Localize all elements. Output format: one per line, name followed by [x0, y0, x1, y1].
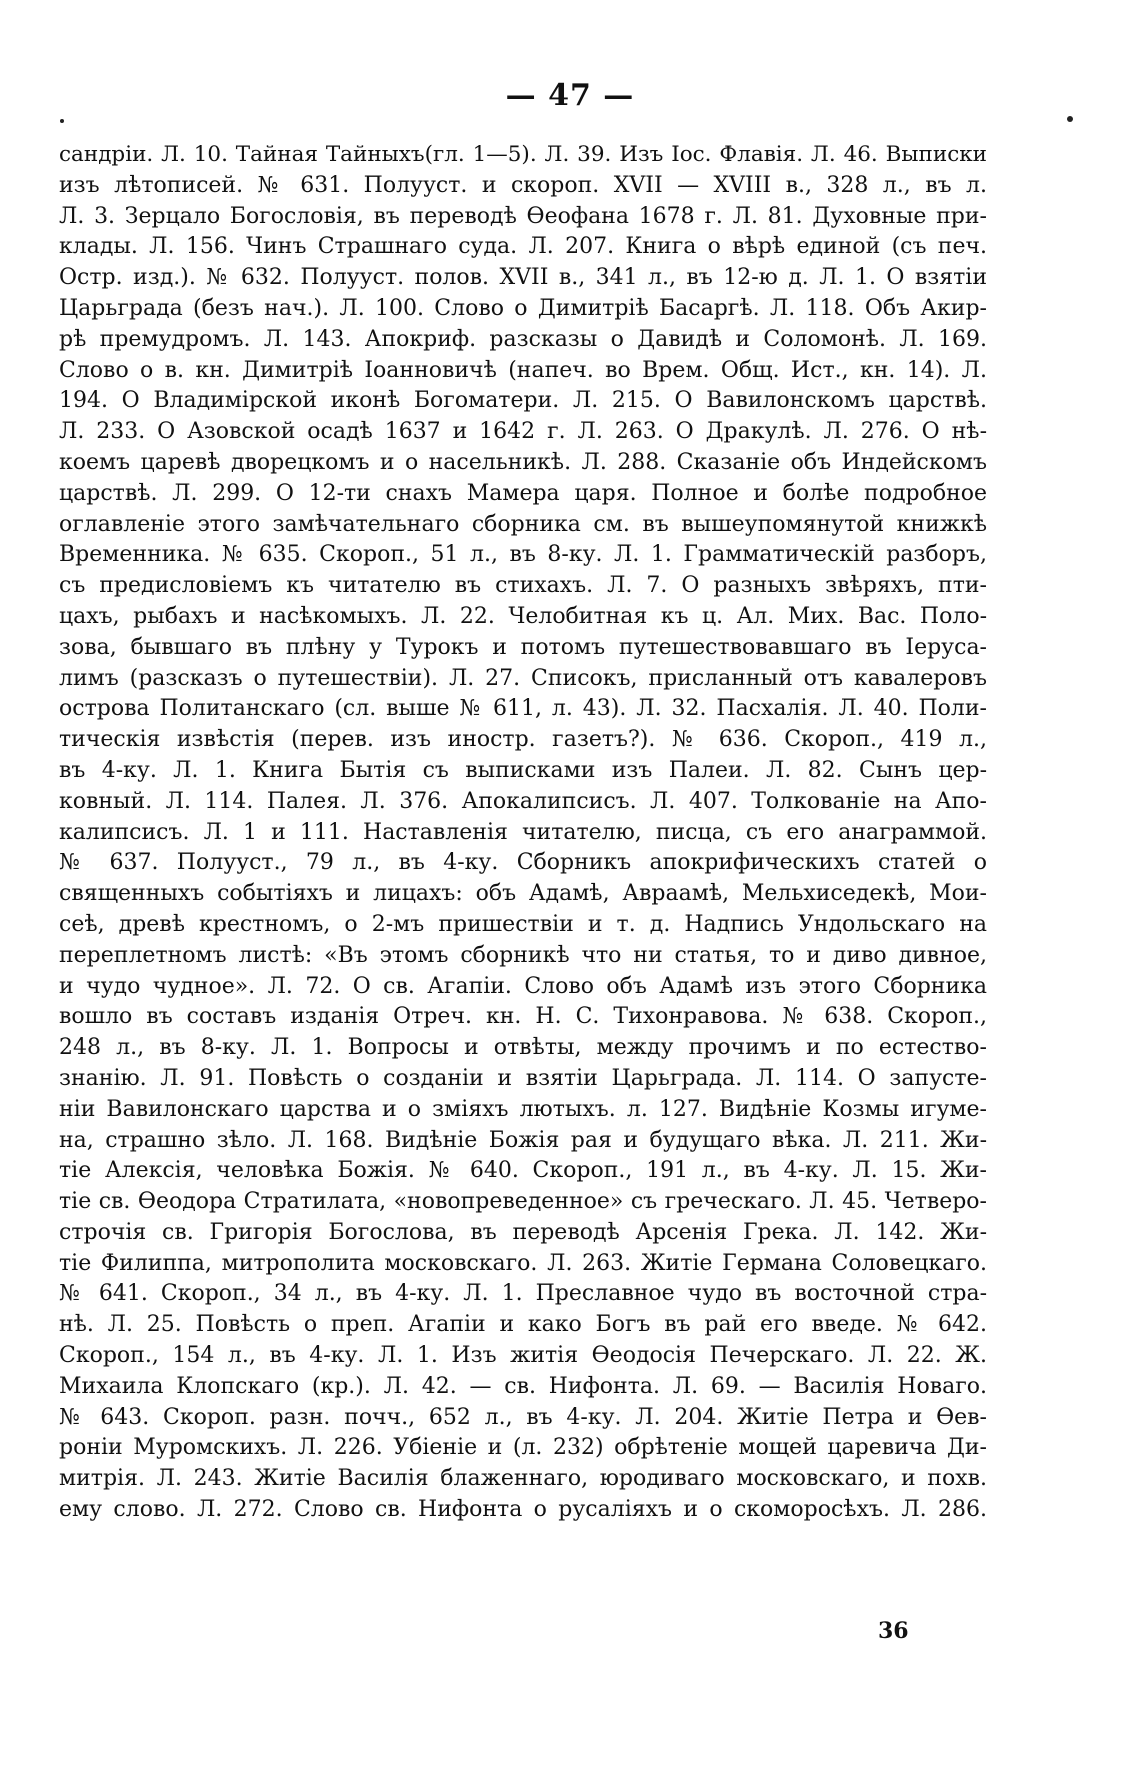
text-line: Л. 233. О Азовской осадѣ 1637 и 1642 г. Л. 263. О Дракулѣ. Л. 276. О нѣ- — [59, 419, 987, 445]
text-line: съ предисловіемъ къ читателю въ стихахъ. Л. 7. О разныхъ звѣряхъ, пти- — [59, 573, 987, 599]
text-line: ковный. Л. 114. Палея. Л. 376. Апокалипсисъ. Л. 407. Толкованіе на Апо- — [59, 788, 987, 814]
text-line: строчія св. Григорія Богослова, въ переводѣ Арсенія Грека. Л. 142. Жи- — [59, 1219, 987, 1245]
text-line: изъ лѣтописей. № 631. Полууст. и скороп. XVII — XVIII в., 328 л., въ л. — [59, 172, 987, 198]
text-line: на, страшно зѣло. Л. 168. Видѣніе Божія рая и будущаго вѣка. Л. 211. Жи- — [59, 1127, 987, 1153]
text-line: и чудо чудное». Л. 72. О св. Агапіи. Слово объ Адамѣ изъ этого Сборника — [59, 973, 987, 999]
text-line: тіе Алексія, человѣка Божія. № 640. Скороп., 191 л., въ 4-ку. Л. 15. Жи- — [59, 1158, 987, 1184]
page-number: — 47 — — [505, 78, 635, 113]
text-line: 248 л., въ 8-ку. Л. 1. Вопросы и отвѣты, между прочимъ и по естество- — [59, 1035, 987, 1061]
text-line: сеѣ, древѣ крестномъ, о 2-мъ пришествіи и т. д. Надпись Ундольскаго на — [59, 911, 987, 937]
text-line: ніи Вавилонскаго царства и о зміяхъ лютыхъ. л. 127. Видѣніе Козмы игуме- — [59, 1096, 987, 1122]
signature-mark: 36 — [878, 1618, 909, 1644]
text-line: Михаила Клопскаго (кр.). Л. 42. — св. Нифонта. Л. 69. — Василія Новаго. — [59, 1373, 987, 1399]
text-line: тическія извѣстія (перев. изъ иностр. газетъ?). № 636. Скороп., 419 л., — [59, 727, 987, 753]
text-line: Скороп., 154 л., въ 4-ку. Л. 1. Изъ житія Ѳеодосія Печерскаго. Л. 22. Ж. — [59, 1343, 987, 1369]
text-line: знанію. Л. 91. Повѣсть о созданіи и взятіи Царьграда. Л. 114. О запусте- — [59, 1065, 987, 1091]
text-line: калипсисъ. Л. 1 и 111. Наставленія читателю, писца, съ его анаграммой. — [59, 819, 987, 845]
text-line: № 643. Скороп. разн. почч., 652 л., въ 4-ку. Л. 204. Житіе Петра и Ѳев- — [59, 1404, 987, 1430]
body-text — [59, 140, 987, 1526]
text-line: острова Политанскаго (сл. выше № 611, л. 43). Л. 32. Пасхалія. Л. 40. Поли- — [59, 696, 987, 722]
text-line: вошло въ составъ изданія Отреч. кн. Н. С. Тихонравова. № 638. Скороп., — [59, 1004, 987, 1030]
text-line: сандріи. Л. 10. Тайная Тайныхъ(гл. 1—5). Л. 39. Изъ Іос. Флавія. Л. 46. Выписки — [59, 142, 987, 167]
text-line: тіе Филиппа, митрополита московскаго. Л. 263. Житіе Германа Соловецкаго. — [59, 1250, 987, 1276]
text-line: тіе св. Ѳеодора Стратилата, «новопреведенное» съ греческаго. Л. 45. Четверо- — [59, 1189, 987, 1215]
text-line: въ 4-ку. Л. 1. Книга Бытія съ выписками изъ Палеи. Л. 82. Сынъ цер- — [59, 757, 987, 783]
text-line: переплетномъ листѣ: «Въ этомъ сборникѣ что ни статья, то и диво дивное, — [59, 942, 987, 968]
text-line: Остр. изд.). № 632. Полууст. полов. XVII в., 341 л., въ 12-ю д. Л. 1. О взятіи — [59, 265, 987, 291]
text-line: № 641. Скороп., 34 л., въ 4-ку. Л. 1. Преславное чудо въ восточной стра- — [59, 1281, 987, 1307]
text-line: клады. Л. 156. Чинъ Страшнаго суда. Л. 207. Книга о вѣрѣ единой (съ печ. — [59, 234, 987, 260]
text-line: Временника. № 635. Скороп., 51 л., въ 8-ку. Л. 1. Грамматическій разборъ, — [59, 542, 987, 568]
text-line: Слово о в. кн. Димитріѣ Іоанновичѣ (напеч. во Врем. Общ. Ист., кн. 14). Л. — [59, 357, 987, 383]
text-line: цахъ, рыбахъ и насѣкомыхъ. Л. 22. Челобитная къ ц. Ал. Мих. Вас. Поло- — [59, 603, 987, 629]
text-line: 194. О Владимірской иконѣ Богоматери. Л. 215. О Вавилонскомъ царствѣ. — [59, 388, 987, 414]
text-line: ему слово. Л. 272. Слово св. Нифонта о русаліяхъ и о скоморосѣхъ. Л. 286. — [59, 1497, 987, 1523]
text-line: рѣ премудромъ. Л. 143. Апокриф. разсказы о Давидѣ и Соломонѣ. Л. 169. — [59, 326, 987, 352]
text-line: роніи Муромскихъ. Л. 226. Убіеніе и (л. 232) обрѣтеніе мощей царевича Ди- — [59, 1435, 987, 1461]
margin-dot-right — [1067, 116, 1073, 122]
text-line: № 637. Полууст., 79 л., въ 4-ку. Сборникъ апокрифическихъ статей о — [59, 850, 987, 876]
text-line: оглавленіе этого замѣчательнаго сборника см. въ вышеупомянутой книжкѣ — [59, 511, 987, 537]
text-line: царствѣ. Л. 299. О 12-ти снахъ Мамера царя. Полное и болѣе подробное — [59, 480, 987, 506]
text-line: зова, бывшаго въ плѣну у Турокъ и потомъ путешествовавшаго въ Іеруса- — [59, 634, 987, 660]
text-line: коемъ царевѣ дворецкомъ и о насельникѣ. Л. 288. Сказаніе объ Индейскомъ — [59, 449, 987, 475]
text-line: нѣ. Л. 25. Повѣсть о преп. Агапіи и како Богъ въ рай его введе. № 642. — [59, 1312, 987, 1338]
margin-dot-left — [60, 119, 64, 123]
text-line: Царьграда (безъ нач.). Л. 100. Слово о Димитріѣ Басаргѣ. Л. 118. Объ Акир- — [59, 295, 987, 321]
text-line: митрія. Л. 243. Житіе Василія блаженнаго, юродиваго московскаго, и похв. — [59, 1466, 987, 1492]
text-line: священныхъ событіяхъ и лицахъ: объ Адамѣ, Авраамѣ, Мельхиседекѣ, Мои- — [59, 881, 987, 907]
text-line: лимъ (разсказъ о путешествіи). Л. 27. Списокъ, присланный отъ кавалеровъ — [59, 665, 987, 691]
text-line: Л. 3. Зерцало Богословія, въ переводѣ Ѳеофана 1678 г. Л. 81. Духовные при- — [59, 203, 987, 229]
